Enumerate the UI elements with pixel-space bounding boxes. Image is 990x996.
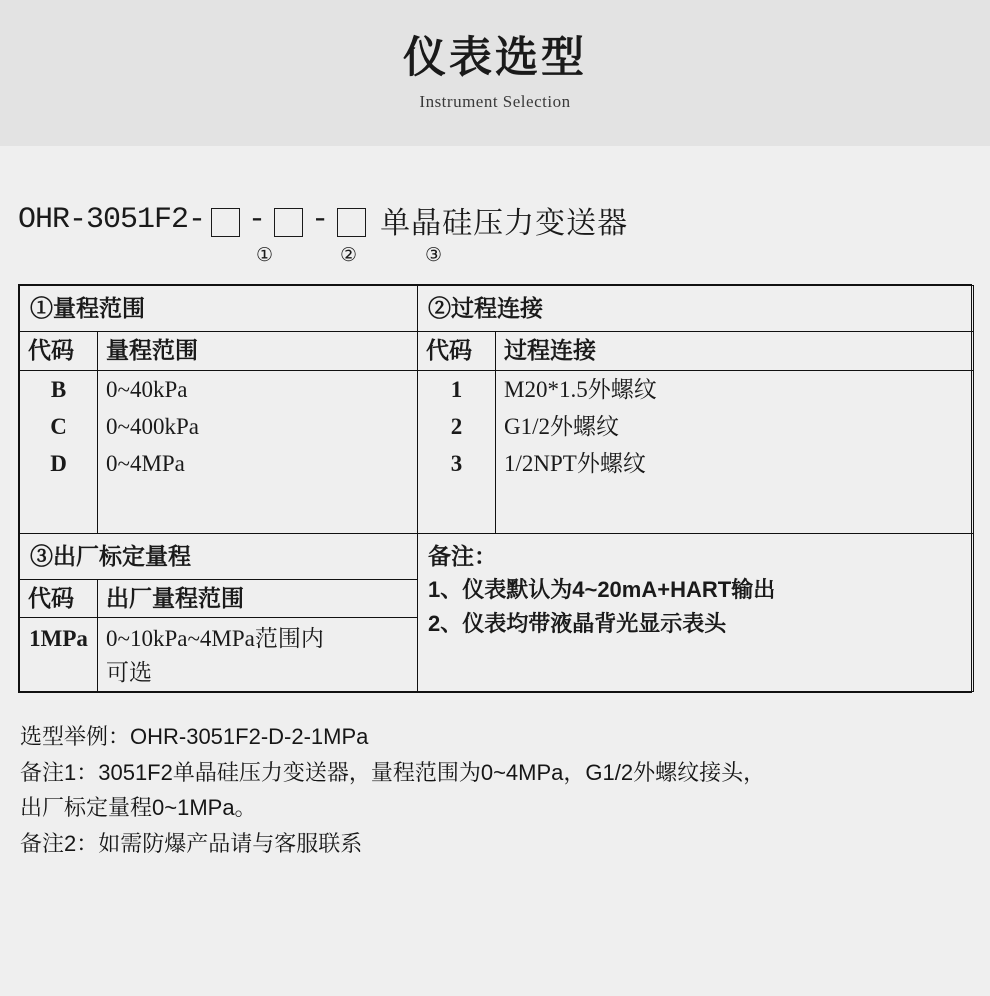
model-marker-1: ① bbox=[256, 245, 274, 266]
model-dash-1: - bbox=[248, 203, 267, 237]
selection-table-wrap bbox=[18, 284, 972, 693]
section3-col-value: 出厂量程范围 bbox=[98, 580, 418, 618]
model-dash-2: - bbox=[311, 203, 330, 237]
page-subtitle: Instrument Selection bbox=[419, 91, 571, 111]
section2-row0-value: M20*1.5外螺纹 bbox=[496, 370, 974, 408]
section3-row0-value bbox=[98, 618, 418, 692]
model-prefix: OHR-3051F2- bbox=[18, 203, 206, 237]
table-row-column-headers bbox=[20, 332, 974, 370]
section1-row2-code: D bbox=[20, 445, 98, 482]
footer-note2: 备注2：如需防爆产品请与客服联系 bbox=[20, 830, 363, 856]
footer-note1-line1: 备注1：3051F2单晶硅压力变送器，量程范围为0~4MPa，G1/2外螺纹接头， bbox=[20, 759, 766, 785]
section2-row1-value: G1/2外螺纹 bbox=[496, 408, 974, 445]
model-marker-2: ② bbox=[340, 245, 358, 266]
table-row bbox=[20, 408, 974, 445]
section1-row0-value: 0~40kPa bbox=[98, 370, 418, 408]
footer-notes bbox=[20, 719, 972, 862]
table-row bbox=[20, 370, 974, 408]
section1-col-code: 代码 bbox=[20, 332, 98, 370]
section1-col-value: 量程范围 bbox=[98, 332, 418, 370]
model-code-line bbox=[18, 198, 990, 242]
model-slot-1 bbox=[211, 208, 240, 237]
remarks-list bbox=[428, 573, 963, 641]
model-product-name: 单晶硅压力变送器 bbox=[380, 207, 629, 240]
section2-row1-code: 2 bbox=[418, 408, 496, 445]
section2-col-value: 过程连接 bbox=[496, 332, 974, 370]
model-marker-row bbox=[18, 244, 990, 274]
model-marker-3: ③ bbox=[425, 245, 443, 266]
table-row-section-titles-2 bbox=[20, 533, 974, 579]
page-title: 仪表选型 bbox=[403, 34, 587, 83]
section1-row2-value: 0~4MPa bbox=[98, 445, 418, 482]
section2-row0-code: 1 bbox=[418, 370, 496, 408]
remarks-title: 备注： bbox=[428, 542, 497, 569]
table-row-spacer bbox=[20, 483, 974, 534]
section3-row0-value-line2: 可选 bbox=[106, 659, 152, 685]
section1-row1-code: C bbox=[20, 408, 98, 445]
page-header-banner bbox=[0, 0, 990, 146]
spacer-cell-2 bbox=[98, 483, 418, 534]
remark-item-2: 2、仪表均带液晶背光显示表头 bbox=[428, 611, 727, 637]
selection-table bbox=[19, 285, 974, 692]
model-code-section bbox=[0, 146, 990, 274]
spacer-cell-1 bbox=[20, 483, 98, 534]
model-slot-2 bbox=[274, 208, 303, 237]
remark-item-1: 1、仪表默认为4~20mA+HART输出 bbox=[428, 577, 776, 603]
section2-row2-code: 3 bbox=[418, 445, 496, 482]
section1-title: ①量程范围 bbox=[20, 286, 418, 332]
footer-note1-line2: 出厂标定量程0~1MPa。 bbox=[20, 795, 257, 821]
table-row-section-titles bbox=[20, 286, 974, 332]
remarks-cell bbox=[418, 533, 974, 691]
section3-row0-value-line1: 0~10kPa~4MPa范围内 bbox=[106, 626, 324, 652]
section3-title: ③出厂标定量程 bbox=[20, 533, 418, 579]
spacer-cell-4 bbox=[496, 483, 974, 534]
model-slot-3 bbox=[337, 208, 366, 237]
section1-row0-code: B bbox=[20, 370, 98, 408]
table-row bbox=[20, 445, 974, 482]
section2-row2-value: 1/2NPT外螺纹 bbox=[496, 445, 974, 482]
section2-col-code: 代码 bbox=[418, 332, 496, 370]
footer-example: 选型举例：OHR-3051F2-D-2-1MPa bbox=[20, 724, 369, 750]
section3-row0-code: 1MPa bbox=[20, 618, 98, 692]
spacer-cell-3 bbox=[418, 483, 496, 534]
section3-col-code: 代码 bbox=[20, 580, 98, 618]
section2-title: ②过程连接 bbox=[418, 286, 974, 332]
section1-row1-value: 0~400kPa bbox=[98, 408, 418, 445]
